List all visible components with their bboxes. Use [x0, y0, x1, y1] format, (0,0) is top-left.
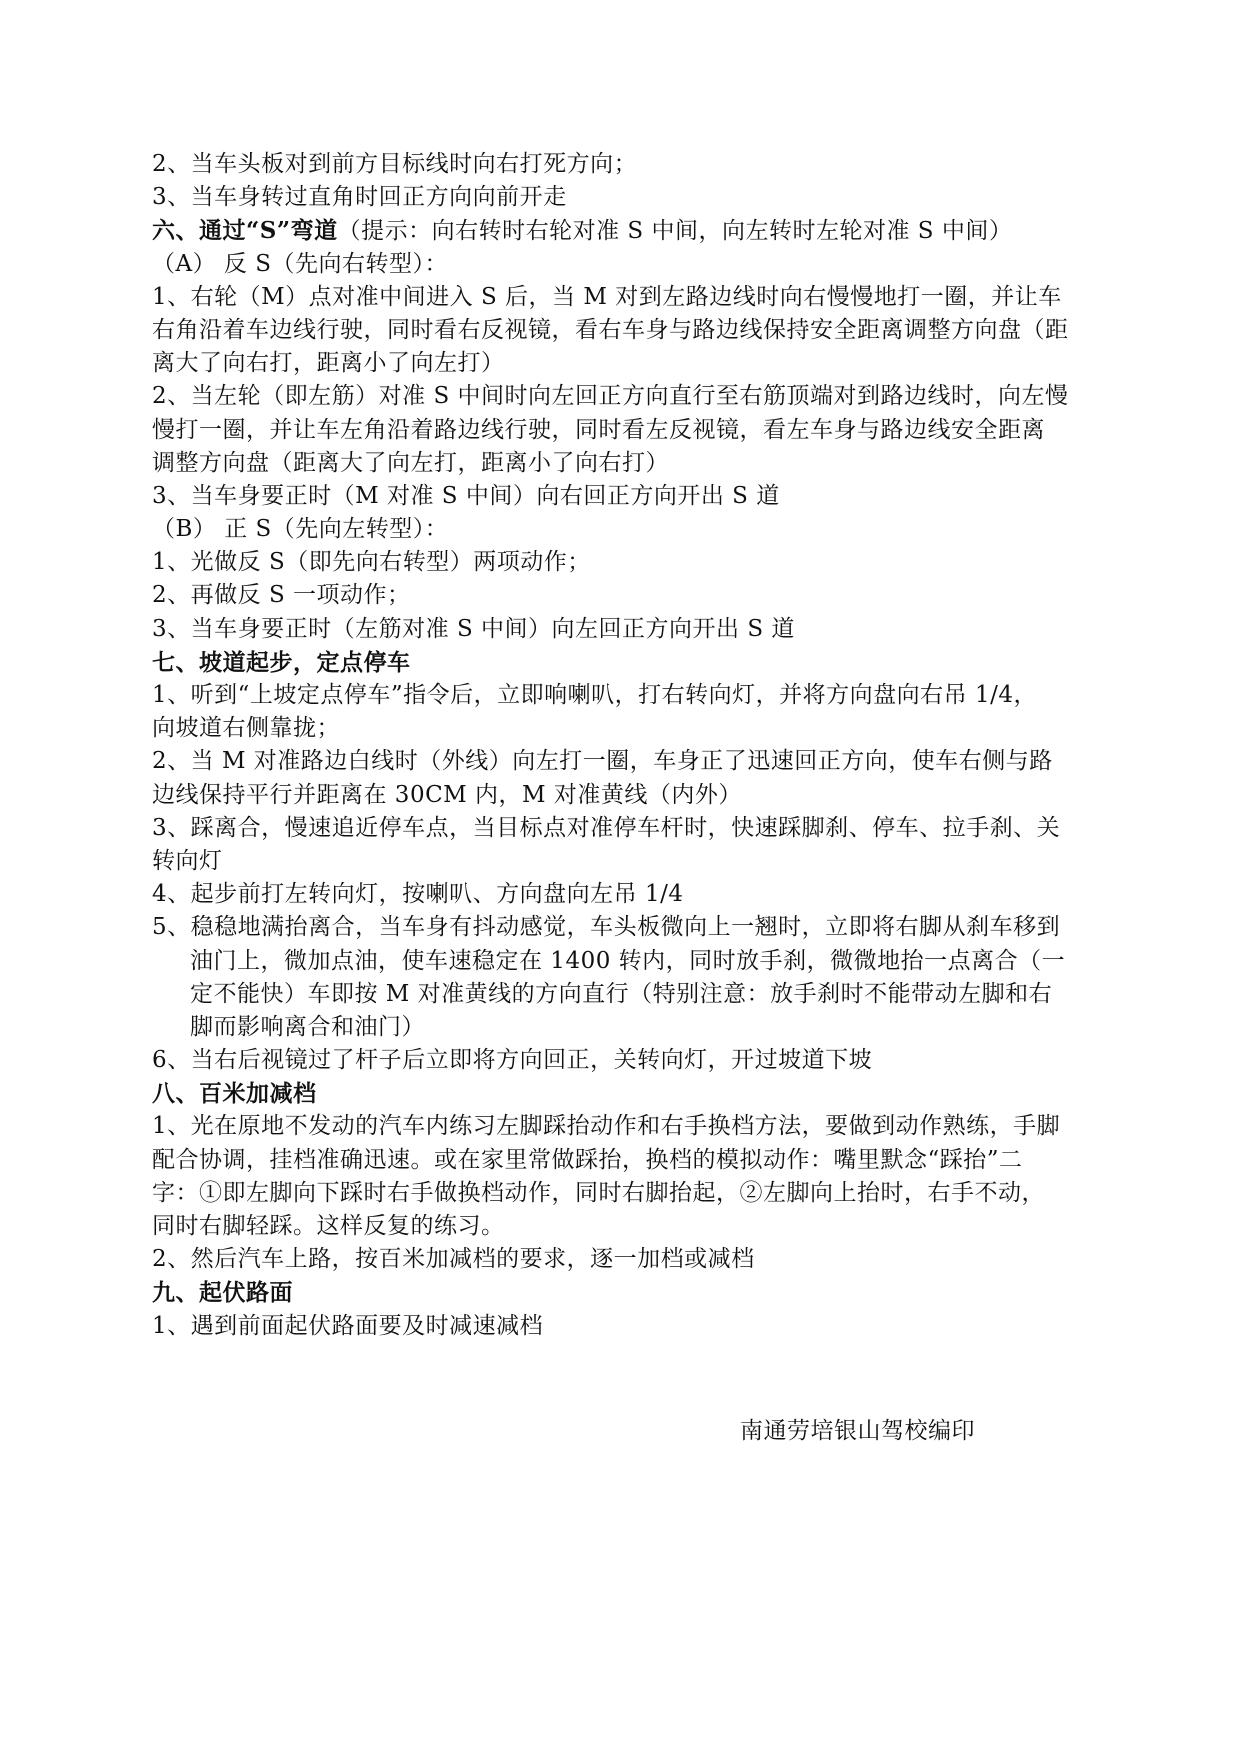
text-line-continued: 定不能快）车即按 M 对准黄线的方向直行（特别注意：放手刹时不能带动左脚和右	[190, 980, 1053, 1007]
section-heading-s-curve	[152, 214, 1102, 247]
text-line: 1、遇到前面起伏路面要及时减速减档	[152, 1312, 544, 1339]
text-line: 1、右轮（M）点对准中间进入 S 后，当 M 对到左路边线时向右慢慢地打一圈，并让车	[152, 283, 1062, 310]
text-line: （A） 反 S（先向右转型）：	[152, 250, 448, 277]
text-line: 离大了向右打，距离小了向左打）	[152, 350, 505, 377]
text-line: 4、起步前打左转向灯，按喇叭、方向盘向左吊 1/4	[152, 881, 684, 908]
text-line-continued: 油门上，微加点油，使车速稳定在 1400 转内，同时放手刹，微微地抬一点离合（一	[190, 947, 1066, 974]
section-heading-gear-shift: 八、百米加减档	[152, 1080, 317, 1108]
text-line: 2、当 M 对准路边白线时（外线）向左打一圈，车身正了迅速回正方向，使车右侧与路	[152, 748, 1053, 775]
text-line: 边线保持平行并距离在 30CM 内，M 对准黄线（内外）	[152, 781, 742, 808]
text-line: 1、听到“上坡定点停车”指令后，立即响喇叭，打右转向灯，并将方向盘向右吊 1/4，	[152, 682, 1037, 708]
text-line: 调整方向盘（距离大了向左打，距离小了向右打）	[152, 449, 669, 476]
text-line: 3、当车身要正时（M 对准 S 中间）向右回正方向开出 S 道	[152, 482, 780, 509]
text-line: 2、再做反 S 一项动作；	[152, 582, 411, 609]
document-body	[152, 148, 1102, 1343]
text-line: 3、当车身转过直角时回正方向向前开走	[152, 184, 567, 211]
section-heading-bumpy-road: 九、起伏路面	[152, 1279, 293, 1307]
text-line: 1、光做反 S（即先向右转型）两项动作；	[152, 549, 591, 576]
text-line: 配合协调，挂档准确迅速。或在家里常做踩抬，换档的模拟动作：嘴里默念“踩抬”二	[152, 1146, 1023, 1173]
text-line: 同时右脚轻踩。这样反复的练习。	[152, 1213, 505, 1239]
text-line: 2、当车头板对到前方目标线时向右打死方向；	[152, 151, 638, 177]
text-line: 2、当左轮（即左筋）对准 S 中间时向左回正方向直行至右筋顶端对到路边线时，向左慢	[152, 383, 1069, 410]
text-line: 1、光在原地不发动的汽车内练习左脚踩抬动作和右手换档方法，要做到动作熟练，手脚	[152, 1113, 1061, 1140]
section-heading-hill-start: 七、坡道起步，定点停车	[152, 648, 411, 676]
text-line: 2、然后汽车上路，按百米加减档的要求，逐一加档或减档	[152, 1246, 755, 1273]
text-line: 5、稳稳地满抬离合，当车身有抖动感觉，车头板微向上一翘时，立即将右脚从刹车移到	[152, 914, 1061, 941]
text-line: 向坡道右侧靠拢；	[152, 715, 340, 742]
heading-note: （提示：向右转时右轮对准 S 中间，向左转时左轮对准 S 中间）	[337, 218, 1013, 245]
text-line: 3、当车身要正时（左筋对准 S 中间）向左回正方向开出 S 道	[152, 615, 795, 642]
text-line: 转向灯	[152, 847, 223, 874]
text-line: 字：①即左脚向下踩时右手做换档动作，同时右脚抬起，②左脚向上抬时，右手不动，	[152, 1179, 1045, 1206]
publisher-credit: 南通劳培银山驾校编印	[740, 1418, 975, 1444]
text-line: （B） 正 S（先向左转型）：	[152, 516, 449, 543]
heading-text: 六、通过“S”弯道	[152, 217, 338, 245]
text-line: 6、当右后视镜过了杆子后立即将方向回正，关转向灯，开过坡道下坡	[152, 1047, 873, 1074]
text-line: 右角沿着车边线行驶，同时看右反视镜，看右车身与路边线保持安全距离调整方向盘（距	[152, 316, 1069, 343]
text-line-continued: 脚而影响离合和油门）	[190, 1013, 425, 1040]
text-line: 3、踩离合，慢速追近停车点，当目标点对准停车杆时，快速踩脚刹、停车、拉手刹、关	[152, 814, 1061, 841]
text-line: 慢打一圈，并让车左角沿着路边线行驶，同时看左反视镜，看左车身与路边线安全距离	[152, 416, 1045, 443]
